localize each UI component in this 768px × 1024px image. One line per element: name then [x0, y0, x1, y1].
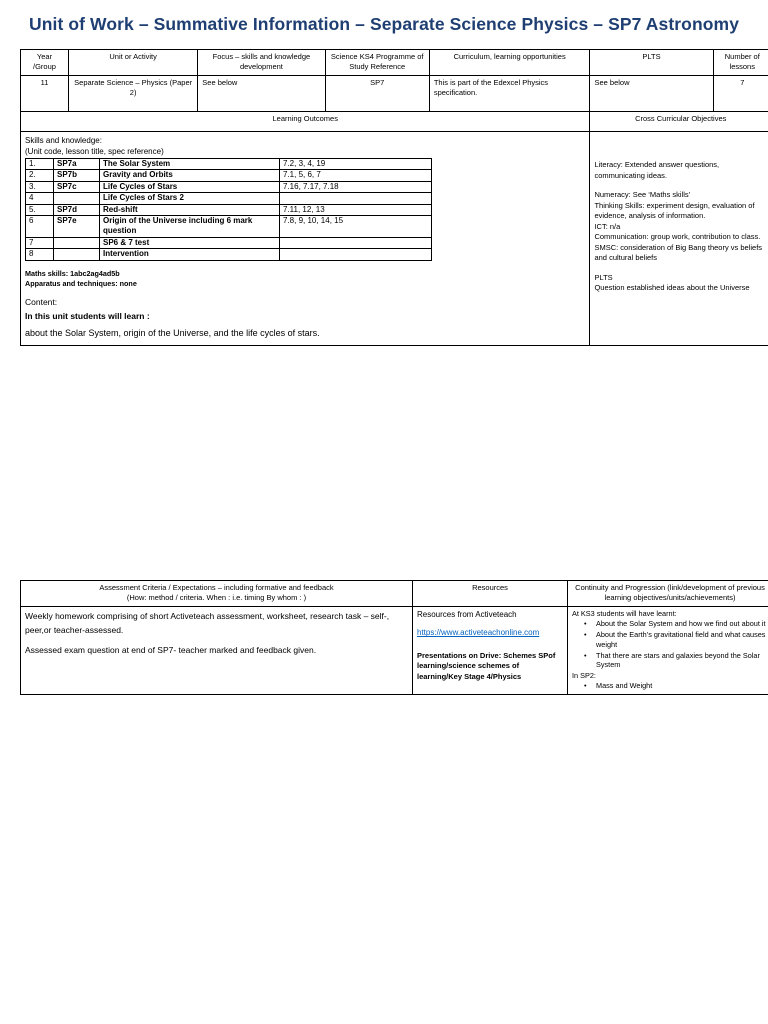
lesson-number: 1.	[26, 159, 54, 170]
header-curriculum: Curriculum, learning opportunities	[429, 50, 590, 76]
plts-label: PLTS	[594, 272, 613, 282]
cell-focus: See below	[198, 76, 325, 112]
numeracy-objective: Numeracy: See ‘Maths skills’	[594, 190, 691, 200]
lesson-row	[26, 181, 432, 192]
learning-outcomes-heading: Learning Outcomes	[21, 112, 590, 132]
assessment-criteria-heading	[21, 581, 413, 607]
continuity-sp2-list	[572, 681, 768, 691]
lesson-number: 5.	[26, 204, 54, 215]
lesson-code	[54, 237, 100, 248]
lesson-row	[26, 193, 432, 204]
assessment-body	[21, 607, 413, 695]
content-intro: In this unit students will learn :	[25, 310, 150, 321]
resources-presentations: Presentations on Drive: Schemes SPof learning/science schemes of learning/Key Stage 4/Physics	[417, 650, 556, 681]
cell-unit: Separate Science – Physics (Paper 2)	[68, 76, 197, 112]
lesson-title: SP6 & 7 test	[100, 237, 280, 248]
continuity-heading: Continuity and Progression (link/development of previous learning objectives/units/achievements)	[568, 581, 768, 607]
lesson-row	[26, 204, 432, 215]
header-focus: Focus – skills and knowledge development	[198, 50, 325, 76]
lesson-row	[26, 215, 432, 237]
lesson-spec-reference: 7.2, 3, 4, 19	[280, 159, 432, 170]
skills-heading: Skills and knowledge:	[25, 136, 102, 146]
header-unit-activity: Unit or Activity	[68, 50, 197, 76]
thinking-skills-objective: Thinking Skills: experiment design, evaluation of evidence, analysis of information.	[594, 200, 755, 221]
continuity-list	[572, 619, 768, 670]
smsc-objective: SMSC: consideration of Big Bang theory vs beliefs and cultural beliefs	[594, 242, 763, 263]
lesson-spec-reference	[280, 193, 432, 204]
cross-curricular-body	[590, 132, 768, 345]
cross-curricular-heading: Cross Curricular Objectives	[590, 112, 768, 132]
header-ks4-reference: Science KS4 Programme of Study Reference	[325, 50, 429, 76]
resources-body	[413, 607, 568, 695]
unit-summary-table	[20, 49, 768, 346]
assessment-exam-question: Assessed exam question at end of SP7- teacher marked and feedback given.	[25, 645, 317, 656]
communication-objective: Communication: group work, contribution to class.	[594, 232, 761, 242]
lessons-table	[25, 158, 432, 261]
lesson-number: 3.	[26, 181, 54, 192]
content-label: Content:	[25, 297, 58, 308]
ict-objective: ICT: n/a	[594, 221, 621, 231]
page-title: Unit of Work – Summative Information – Separate Science Physics – SP7 Astronomy	[28, 14, 740, 34]
apparatus-techniques: Apparatus and techniques: none	[25, 278, 137, 288]
lesson-number: 4	[26, 193, 54, 204]
continuity-intro: At KS3 students will have learnt:	[572, 609, 677, 619]
assessment-criteria-heading-line1: Assessment Criteria / Expectations – including formative and feedback	[99, 583, 334, 592]
cell-plts: See below	[590, 76, 713, 112]
maths-skills: Maths skills: 1abc2ag4ad5b	[25, 268, 120, 278]
lesson-spec-reference: 7.11, 12, 13	[280, 204, 432, 215]
content-body: about the Solar System, origin of the Universe, and the life cycles of stars.	[25, 328, 320, 339]
lesson-code	[54, 193, 100, 204]
lesson-row	[26, 237, 432, 248]
resources-activeteach: Resources from Activeteach	[417, 610, 517, 620]
lesson-title: Life Cycles of Stars 2	[100, 193, 280, 204]
header-year-group: Year /Group	[21, 50, 69, 76]
assessment-homework: Weekly homework comprising of short Activeteach assessment, worksheet, research task – self-, peer,or teacher-assessed.	[25, 611, 390, 636]
list-item: • Mass and Weight	[596, 681, 768, 691]
lesson-spec-reference: 7.8, 9, 10, 14, 15	[280, 215, 432, 237]
lesson-code: SP7b	[54, 170, 100, 181]
literacy-objective: Literacy: Extended answer questions, communicating ideas.	[594, 160, 720, 180]
lesson-title: Red-shift	[100, 204, 280, 215]
lesson-title: Intervention	[100, 249, 280, 260]
lesson-spec-reference	[280, 249, 432, 260]
cell-year: 11	[21, 76, 69, 112]
lesson-spec-reference: 7.16, 7.17, 7.18	[280, 181, 432, 192]
learning-outcomes-body	[21, 132, 590, 345]
list-item: • That there are stars and galaxies beyond the Solar System	[596, 651, 768, 671]
lesson-title: Life Cycles of Stars	[100, 181, 280, 192]
list-item: • About the Solar System and how we find out about it	[596, 619, 768, 629]
lesson-code: SP7e	[54, 215, 100, 237]
skills-subheading: (Unit code, lesson title, spec reference)	[25, 146, 164, 156]
lesson-number: 6	[26, 215, 54, 237]
lesson-spec-reference: 7.1, 5, 6, 7	[280, 170, 432, 181]
assessment-criteria-heading-line2: (How: method / criteria. When : i.e. timing By whom : )	[126, 593, 307, 603]
lesson-spec-reference	[280, 237, 432, 248]
lesson-number: 8	[26, 249, 54, 260]
lesson-code	[54, 249, 100, 260]
cell-number-of-lessons: 7	[713, 76, 768, 112]
resources-heading: Resources	[413, 581, 568, 607]
lesson-code: SP7d	[54, 204, 100, 215]
list-item: • About the Earth’s gravitational field and what causes weight	[596, 630, 768, 650]
lesson-code: SP7c	[54, 181, 100, 192]
continuity-body	[568, 607, 768, 695]
plts-objective: Question established ideas about the Universe	[594, 283, 750, 293]
lesson-row	[26, 170, 432, 181]
lesson-title: The Solar System	[100, 159, 280, 170]
lesson-title: Origin of the Universe including 6 mark question	[100, 215, 280, 237]
lesson-row	[26, 159, 432, 170]
cell-ks4-reference: SP7	[325, 76, 429, 112]
assessment-table	[20, 580, 768, 695]
lesson-number: 2.	[26, 170, 54, 181]
cell-curriculum: This is part of the Edexcel Physics specification.	[429, 76, 590, 112]
lesson-title: Gravity and Orbits	[100, 170, 280, 181]
lesson-number: 7	[26, 237, 54, 248]
header-plts: PLTS	[590, 50, 713, 76]
lesson-row	[26, 249, 432, 260]
activeteach-link[interactable]: https://www.activeteachonline.com	[417, 628, 540, 638]
header-number-of-lessons: Number of lessons	[713, 50, 768, 76]
continuity-sp2: In SP2:	[572, 671, 596, 681]
lesson-code: SP7a	[54, 159, 100, 170]
